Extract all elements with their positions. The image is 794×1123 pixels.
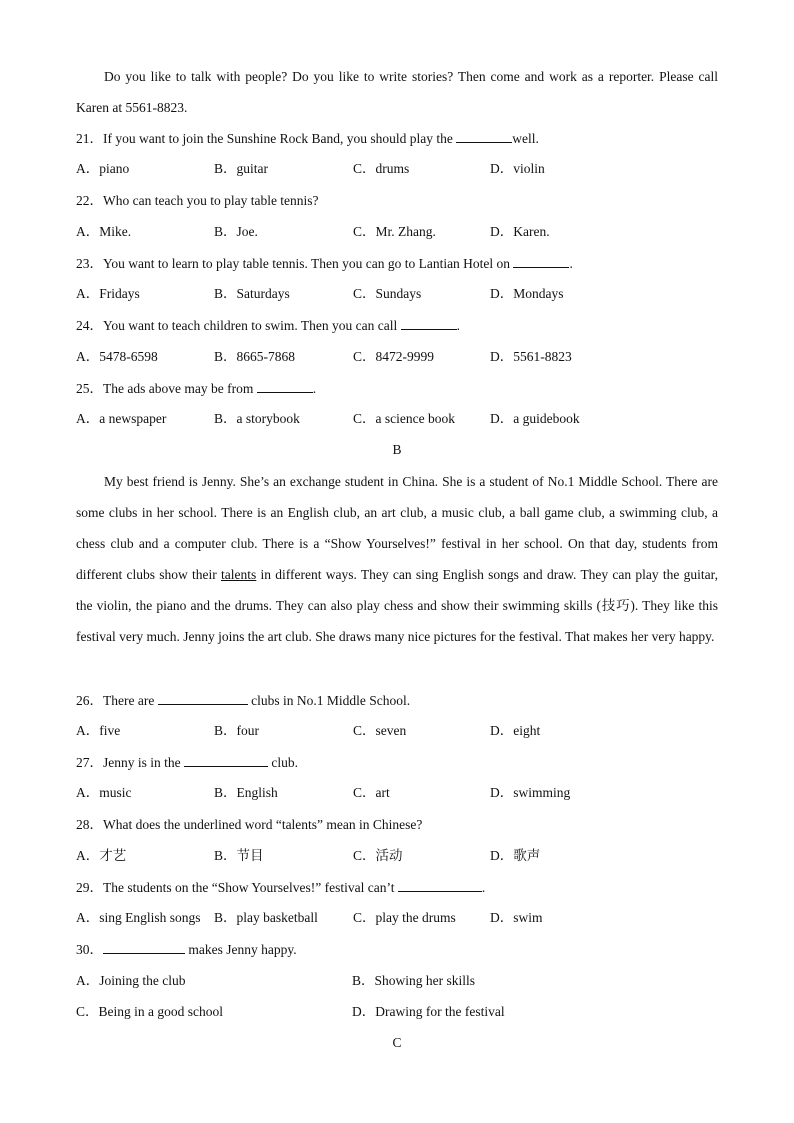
option-d: D．a guidebook [490, 411, 580, 426]
option-a: A．music [76, 785, 132, 800]
question-28-stem: 28．What does the underlined word “talents” mean in Chinese? [76, 817, 423, 832]
question-29-options [76, 908, 736, 928]
option-d: D．eight [490, 723, 541, 738]
question-30-stem: 30． [76, 942, 103, 957]
option-c: C．art [353, 785, 390, 800]
question-23 [76, 253, 736, 273]
answer-blank [398, 877, 482, 892]
question-24-stem-end: . [456, 318, 460, 333]
question-26 [76, 690, 736, 710]
question-22-options [76, 222, 736, 242]
question-29-stem-end: . [481, 880, 486, 895]
question-27 [76, 752, 736, 772]
option-b: B．节目 [214, 848, 264, 863]
passage-b-part-1: My best friend is Jenny. She’s an exchange student in China. She is a student of No.1 Middle School. There are some clubs in her school. There is an English club, an art club, a music club, a ball game club, a swimming club, a chess club and a computer club. There is a “Show Yourselves!” festival in her school. On that day, students from different clubs show their [76, 474, 718, 582]
question-26-stem: 26．There are [76, 693, 158, 708]
option-a: A．才艺 [76, 848, 127, 863]
option-c: C．Sundays [353, 286, 422, 301]
option-c: C．drums [353, 161, 410, 176]
answer-blank [184, 752, 268, 767]
question-27-options [76, 783, 736, 803]
option-a: A．Joining the club [76, 973, 186, 988]
question-22-stem: 22．Who can teach you to play table tennis? [76, 193, 319, 208]
option-c: C．Being in a good school [76, 1004, 223, 1019]
question-30-stem-end: makes Jenny happy. [185, 942, 297, 957]
question-28-options [76, 846, 736, 866]
option-a: A．Fridays [76, 286, 140, 301]
option-b: B．four [214, 723, 259, 738]
option-a: A．5478-6598 [76, 349, 158, 364]
question-21-options [76, 159, 736, 179]
question-30-options-row-2 [76, 1002, 736, 1022]
question-21-stem: 21．If you want to join the Sunshine Rock Band, you should play the [76, 131, 457, 146]
option-d: D．violin [490, 161, 545, 176]
option-a: A．piano [76, 161, 130, 176]
answer-blank [456, 128, 512, 143]
passage-b [76, 466, 718, 652]
option-d: D．Karen. [490, 224, 550, 239]
passage-a-ad-text: Do you like to talk with people? Do you like to write stories? Then come and work as a reporter. Please call Karen at 5561-8823. [76, 69, 718, 115]
question-24-options [76, 347, 736, 367]
question-21-stem-end: well. [512, 131, 539, 146]
option-b: B．Joe. [214, 224, 258, 239]
question-25-stem-end: . [312, 381, 317, 396]
question-21 [76, 128, 736, 148]
question-30 [76, 939, 736, 959]
answer-blank [158, 690, 248, 705]
question-27-stem: 27．Jenny is in the [76, 755, 184, 770]
question-24 [76, 315, 736, 335]
question-23-stem-end: . [569, 256, 573, 271]
option-d: D．Mondays [490, 286, 564, 301]
question-22 [76, 191, 736, 211]
option-c: C．Mr. Zhang. [353, 224, 436, 239]
question-25-options [76, 409, 736, 429]
question-30-options-row-1 [76, 971, 736, 991]
question-24-stem: 24．You want to teach children to swim. Then you can call [76, 318, 401, 333]
option-b: B．guitar [214, 161, 268, 176]
option-b: B．8665-7868 [214, 349, 295, 364]
underlined-word: talents [221, 567, 257, 582]
option-b: B．English [214, 785, 278, 800]
option-c: C．活动 [353, 848, 403, 863]
passage-b-part-2: in different ways. They can sing English songs and draw. They can play the guitar, the violin, the piano and the drums. They can also play chess and show their swimming skills (技巧). They like this festival very much. Jenny joins the art club. She draws many nice pictures for the festival. That makes her very happy. [76, 567, 719, 644]
section-b-heading: B [392, 442, 402, 457]
question-28 [76, 815, 736, 835]
answer-blank [513, 253, 569, 268]
question-27-stem-end: club. [268, 755, 298, 770]
answer-blank [103, 939, 185, 954]
question-26-options [76, 721, 736, 741]
question-25 [76, 378, 736, 398]
option-b: B．a storybook [214, 411, 300, 426]
option-d: D．Drawing for the festival [352, 1004, 505, 1019]
option-d: D．swim [490, 910, 543, 925]
option-a: A．five [76, 723, 121, 738]
option-a: A．Mike. [76, 224, 132, 239]
option-d: D．5561-8823 [490, 349, 572, 364]
question-29 [76, 877, 736, 897]
option-c: C．a science book [353, 411, 455, 426]
question-29-stem: 29．The students on the “Show Yourselves!” festival can’t [76, 880, 398, 895]
question-25-stem: 25．The ads above may be from [76, 381, 257, 396]
option-a: A．sing English songs [76, 910, 201, 925]
question-23-options [76, 284, 736, 304]
option-c: C．seven [353, 723, 407, 738]
option-d: D．歌声 [490, 848, 541, 863]
option-b: B．Saturdays [214, 286, 290, 301]
question-23-stem: 23．You want to learn to play table tennis. Then you can go to Lantian Hotel on [76, 256, 514, 271]
option-c: C．play the drums [353, 910, 456, 925]
option-b: B．Showing her skills [352, 973, 476, 988]
option-a: A．a newspaper [76, 411, 167, 426]
answer-blank [257, 378, 313, 393]
option-d: D．swimming [490, 785, 571, 800]
option-c: C．8472-9999 [353, 349, 434, 364]
option-b: B．play basketball [214, 910, 318, 925]
section-c-heading: C [392, 1035, 402, 1050]
answer-blank [401, 315, 457, 330]
question-26-stem-end: clubs in No.1 Middle School. [247, 693, 411, 708]
